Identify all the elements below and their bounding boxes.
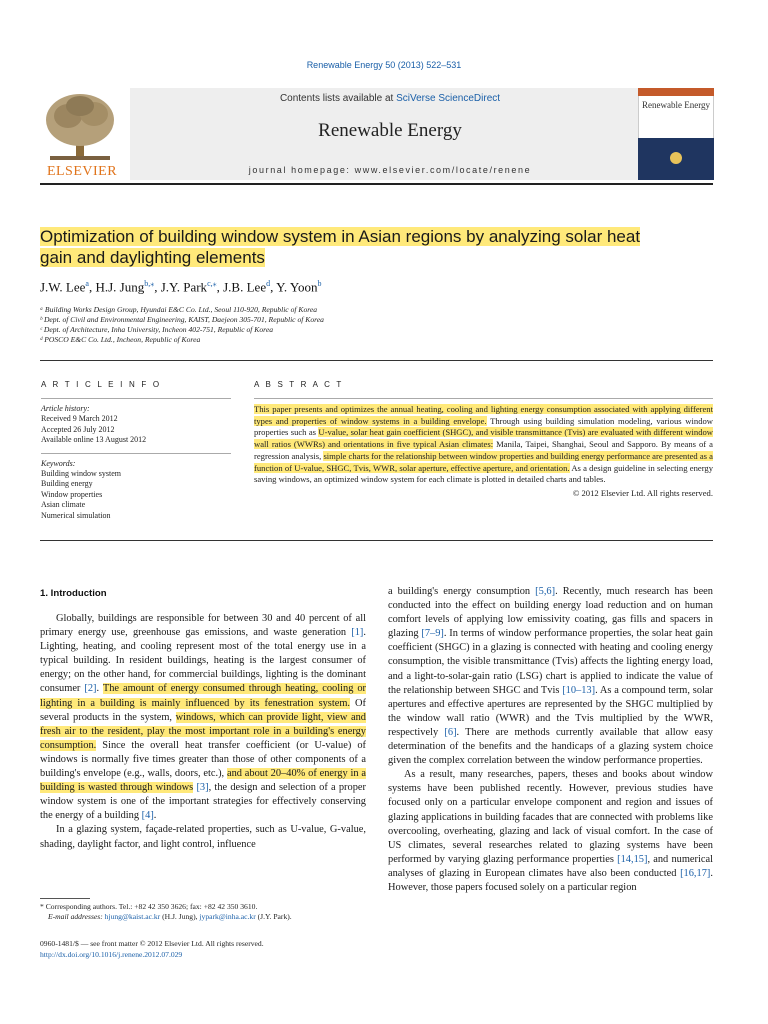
intro-paragraph [40,612,366,823]
journal-name: Renewable Energy [318,120,462,141]
journal-homepage[interactable]: journal homepage: www.elsevier.com/locate/renene [248,165,532,175]
intro-heading: 1. Introduction [40,588,107,599]
column-right [388,585,713,895]
abstract-end-rule [40,540,713,541]
front-matter [40,938,264,960]
history-item: Available online 13 August 2012 [41,435,147,445]
text: (H.J. Jung), [160,912,200,921]
author-list: J.W. Lee$^a$, H.J. Jung$^{b,⁎}$, J.Y. Park$^{c,⁎}$, J.B. Lee$^d$, Y. Yoon$^b$ [40,279,322,295]
reference-link[interactable]: [5,6] [535,586,556,597]
text: , and numerical analyses of glazing in European climates have also been conducted [388,853,713,879]
text: As a result, many researches, papers, theses and books about window systems have been published recently. However, previous studies have focused only on a particular envelope component and region and issues of glazing applications in building facades that are connected with problems like overcooling, overheating, glazing and lack of visual comfort. In the case of US climates, several researches related to glazing systems have been performed by varying glazing performance properties [388,769,713,865]
history-item: Received 9 March 2012 [41,414,118,424]
cover-emblem-icon [670,152,682,164]
text: . Recently, much research has been conducted into the effect on building energy load reduction and on human comfort levels of applying low emissivity coating, gas fills and spacers in glazing [388,586,713,640]
email-link[interactable]: jypark@inha.ac.kr [199,912,256,921]
column-left [40,612,366,852]
article-info [41,404,231,521]
contents-line [130,93,650,104]
issn-line: 0960-1481/$ — see front matter © 2012 Elsevier Ltd. All rights reserved. [40,939,264,948]
abstract-text: As a design guideline in selecting energy saving windows, an optimized window system for each climate is plotted in detailed charts and tables. [254,462,713,485]
intro-paragraph [388,768,713,895]
abstract-rule [254,398,713,399]
affiliation: ᵈ POSCO E&C Co. Ltd., Incheon, Republic of Korea [40,335,201,344]
abstract-body [254,404,713,500]
reference-link[interactable]: [10–13] [562,684,596,696]
text: Of several products in the system, [40,697,366,723]
author: J.W. Lee [40,279,86,295]
author-affiliation-link[interactable]: a [85,279,89,288]
affiliation: ᶜ Dept. of Architecture, Inha University, Incheon 402-751, Republic of Korea [40,325,273,334]
doi-link[interactable]: http://dx.doi.org/10.1016/j.renene.2012.07.029 [40,950,183,959]
email-label: E-mail addresses: [48,912,105,921]
author-affiliation-link[interactable]: b,⁎ [144,279,155,288]
author: H.J. Jung [95,279,145,295]
reference-link[interactable]: [4] [141,810,154,822]
copyright: © 2012 Elsevier Ltd. All rights reserved. [572,487,713,498]
sciencedirect-link[interactable]: SciVerse ScienceDirect [396,93,501,104]
abstract-highlight: simple charts for the relationship between window properties and building energy performance are presented as a function of U-value, SHGC, Tvis, WWR, solar aperture, effective aperture, and orientation. [254,450,713,473]
text: . There are methods currently available that allow easy determination of the benefits and the handicaps of a glazing system choice given the complex correlation between the window performance properties. [388,726,713,767]
text: , the design and selection of a proper window system is one of the important strategies for effectively conserving the energy of a building [40,782,366,822]
text-highlight: windows, which can provide light, view and fresh air to the resident, play the most important role in a building's energy consumption. [40,711,366,751]
intro-paragraph [388,585,713,768]
keywords-label: Keywords: [41,458,76,468]
text: . However, those papers focused solely on a particular region [388,867,713,893]
text-highlight: The amount of energy consumed through heating, cooling or lighting in a building is mainly influenced by its fenestration system. [40,683,366,709]
text-highlight: and about 20–40% of energy in a building is wasted through windows [40,768,366,794]
text: . As a compound term, solar apertures and effective apertures are represented by the SHGC multiplied by the window wall ratio (WWR) and the Tvis multiplied by the WWR, respectively [388,684,713,738]
footnote-rule [40,898,90,899]
publisher-wordmark: ELSEVIER [46,164,118,179]
affiliation: ᵃ Building Works Design Group, Hyundai E&C Co. Ltd., Seoul 110-920, Republic of Korea [40,305,318,314]
intro-paragraph: In a glazing system, façade-related properties, such as U-value, G-value, shading, daylight factor, and light control, influence [40,824,366,850]
article-title [40,226,730,268]
affiliation: ᵇ Dept. of Civil and Environmental Engineering, KAIST, Daejeon 305-701, Republic of Korea [40,315,324,324]
text: . In terms of window performance properties, the solar heat gain coefficient (SHGC) in a glazing is connected with heating and cooling energy consumption, the visible transmittance (Tvis) affects the lighting energy load, and a light-to-solar-gain ratio (LSG) chart is applied to indicate the value of the relationship between SHGC and Tvis [388,628,713,696]
reference-link[interactable]: [7–9] [421,628,444,640]
email-link[interactable]: hjung@kaist.ac.kr [104,912,161,921]
author: J.B. Lee [223,279,267,295]
keyword: Building window system [41,469,122,479]
info-divider [41,453,231,454]
history-item: Accepted 26 July 2012 [41,424,115,434]
title-line-2: gain and daylighting elements [40,248,265,267]
author-affiliation-link[interactable]: b [317,279,322,288]
text: Since the overall heat transfer coefficient (or U-value) of windows is normally five times greater than those of other components of a building's envelope (e.g., walls, doors, etc.), [40,739,366,780]
text: . [96,683,103,695]
masthead-rule [40,183,713,185]
abstract-heading: A B S T R A C T [254,380,344,389]
title-line-1: Optimization of building window system in Asian regions by analyzing solar heat [40,227,641,246]
elsevier-logo [40,88,124,180]
contents-prefix: Contents lists available at [279,93,397,104]
keyword: Asian climate [41,500,86,510]
abstract-text: Manila, Taipei, Shanghai, Seoul and Sapporo. By means of a regression analysis, [254,439,713,461]
history-label: Article history: [41,404,90,413]
abstract-text: Through using building simulation modeling, various window properties such as [254,415,714,438]
affiliations [40,305,324,345]
abstract-highlight: U-value, solar heat gain coefficient (SHGC), and visible transmittance (Tvis) are evaluated with different window wall ratios (WWRs) and orientations in five typical Asian climates: [254,427,713,450]
corresponding-note: * Corresponding authors. Tel.: +82 42 350 3626; fax: +82 42 350 3610. [40,902,258,911]
reference-link[interactable]: [3] [196,782,209,794]
reference-link[interactable]: [1] [351,627,364,639]
text: a building's energy consumption [388,586,536,597]
reference-link[interactable]: [14,15] [617,853,648,865]
text: . Lighting, heating, and cooling represent most of the total energy use in a typical building. In resident buildings, heating is the largest consumer of energy; on the other hand, for commercial buildings, lighting is the dominant consumer [40,627,366,695]
keyword: Numerical simulation [41,510,111,520]
reference-link[interactable]: [16,17] [680,867,711,879]
header-rule [40,360,713,361]
reference-link[interactable]: [2] [84,683,97,695]
masthead-banner [130,88,650,180]
author-affiliation-link[interactable]: d [266,279,271,288]
author: Y. Yoon [276,279,318,295]
text: Globally, buildings are responsible for between 30 and 40 percent of all primary energy use, greenhouse gas emissions, and waste generation [40,613,366,639]
author: J.Y. Park [160,279,208,295]
cover-title: Renewable Energy [642,100,711,110]
article-info-heading: A R T I C L E I N F O [41,380,162,389]
masthead [40,88,715,180]
journal-cover [638,88,714,180]
footnote [40,902,370,922]
journal-citation[interactable]: Renewable Energy 50 (2013) 522–531 [306,60,462,70]
author-affiliation-link[interactable]: c,⁎ [207,279,217,288]
abstract-highlight: This paper presents and optimizes the annual heating, cooling and lighting energy consumption associated with applying different types and properties of window systems in a building envelope. [254,404,713,426]
keyword: Building energy [41,479,93,489]
reference-link[interactable]: [6] [444,726,457,738]
info-rule [41,398,231,399]
keyword: Window properties [41,489,103,499]
text: (J.Y. Park). [255,912,292,921]
text: . [153,810,157,822]
